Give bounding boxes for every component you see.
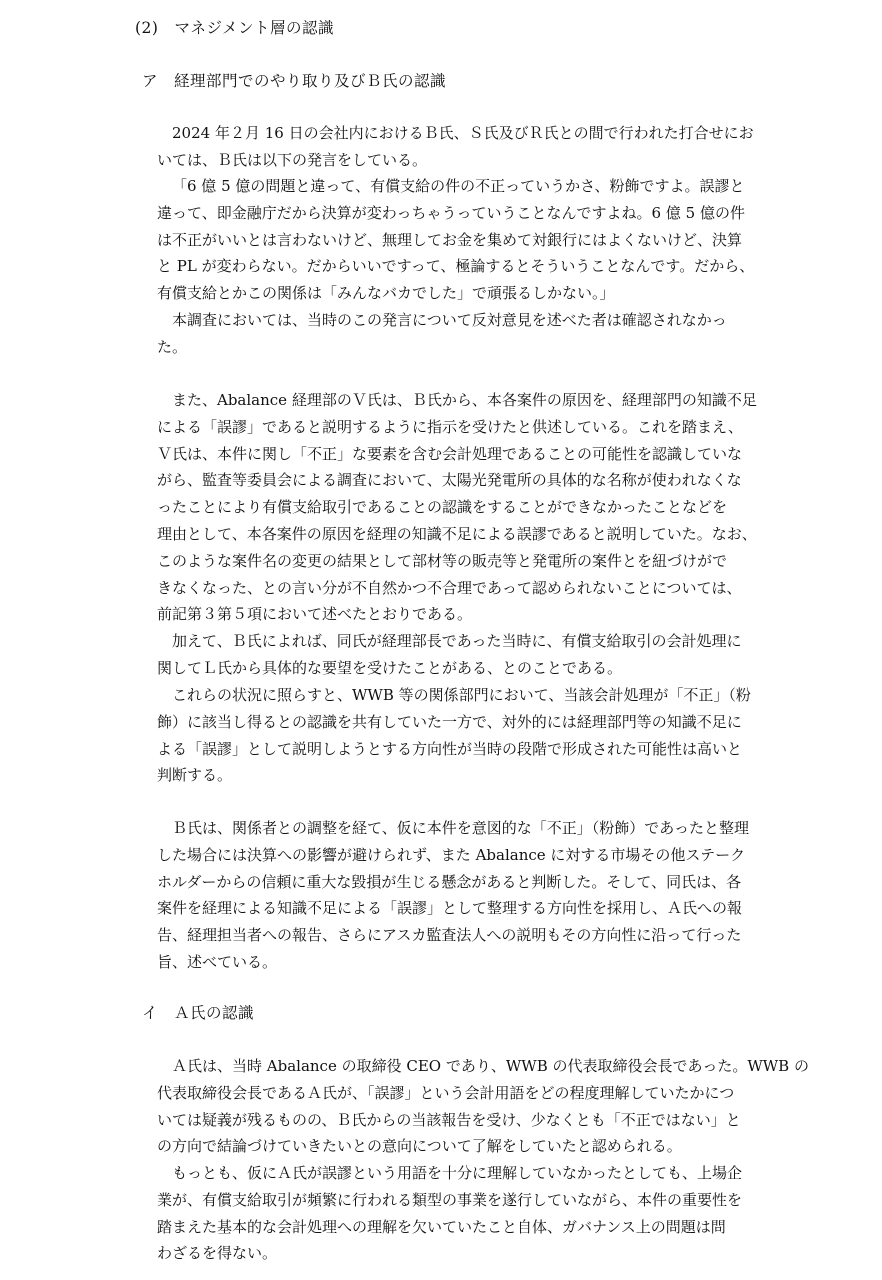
subsection-b-heading: イ Ａ氏の認識 [142, 1004, 255, 1022]
text-line: 判断する。 [157, 766, 233, 785]
subsection-a-heading: ア 経理部門でのやり取り及びＢ氏の認識 [142, 72, 447, 90]
text-line: 理由として、本各案件の原因を経理の知識不足による誤謬であると説明していた。なお、 [157, 524, 757, 543]
text-line: 案件を経理による知識不足による「誤謬」として整理する方向性を採用し、Ａ氏への報 [157, 899, 743, 918]
text-line: 踏まえた基本的な会計処理への理解を欠いていたこと自体、ガバナンス上の問題は問 [157, 1217, 726, 1236]
text-line: 2024 年２月 16 日の会社内におけるＢ氏、Ｓ氏及びＲ氏との間で行われた打合せにお [172, 124, 754, 142]
text-line: た。 [157, 337, 188, 356]
paragraph-a-role [157, 1053, 809, 1160]
text-line: きなくなった、との言い分が不自然かつ不合理であって認められないことについては、 [157, 578, 742, 597]
paragraph-b-decision [157, 815, 757, 976]
text-line: ホルダーからの信頼に重大な毀損が生じる懸念があると判断した。そして、同氏は、各 [157, 872, 742, 891]
text-line: 告、経理担当者への報告、さらにアスカ監査法人への説明もその方向性に沿って行った [157, 926, 742, 945]
text-line: ったことにより有償支給取引であることの認識をすることができなかったことなどを [157, 498, 728, 517]
text-line: 前記第３第５項において述べたとおりである。 [157, 605, 473, 624]
text-line: による「誤謬」であると説明するように指示を受けたと供述している。これを踏まえ、 [157, 417, 743, 436]
text-line: した場合には決算への影響が避けられず、また Abalance に対する市場その他ステーク [157, 845, 746, 864]
text-line: もっとも、仮にＡ氏が誤謬という用語を十分に理解していなかったとしても、上場企 [172, 1164, 743, 1182]
paragraph-l-request [157, 628, 757, 682]
text-line: 有償支給とかこの関係は「みんなバカでした」で頑張るしかない。」 [157, 284, 615, 303]
text-line: わざるを得ない。 [157, 1244, 278, 1263]
text-line: Ｖ氏は、本件に関し「不正」な要素を含む会計処理であることの可能性を認識していな [157, 444, 743, 463]
paragraph-no-objection [157, 307, 757, 361]
paragraph-governance [157, 1160, 757, 1267]
text-line: いては疑義が残るものの、Ｂ氏からの当該報告を受け、少なくとも「不正ではない」と [157, 1110, 741, 1129]
text-line: 関してＬ氏から具体的な要望を受けたことがある、とのことである。 [157, 658, 623, 677]
text-line: 本調査においては、当時のこの発言について反対意見を述べた者は確認されなかっ [172, 311, 727, 329]
text-line: 業が、有償支給取引が頻繁に行われる類型の事業を遂行していながら、本件の重要性を [157, 1190, 743, 1209]
text-line: このような案件名の変更の結果として部材等の販売等と発電所の案件とを紐づけがで [157, 551, 728, 570]
quote-b-statement [157, 173, 757, 307]
section-heading: (2) マネジメント層の認識 [135, 19, 334, 37]
text-line: いては、Ｂ氏は以下の発言をしている。 [157, 150, 428, 169]
text-line: Ｂ氏は、関係者との調整を経て、仮に本件を意図的な「不正」（粉飾）であったと整理 [172, 819, 750, 837]
text-line: よる「誤謬」として説明しようとする方向性が当時の段階で形成された可能性は高いと [157, 739, 743, 758]
text-line: の方向で結論づけていきたいとの意向について了解をしていたと認められる。 [157, 1137, 682, 1156]
text-line: また、Abalance 経理部のＶ氏は、Ｂ氏から、本各案件の原因を、経理部門の知識不足 [172, 391, 757, 409]
text-line: これらの状況に照らすと、WWB 等の関係部門において、当該会計処理が「不正」（粉 [172, 686, 751, 704]
text-line: がら、監査等委員会による調査において、太陽光発電所の具体的な名称が使われなくな [157, 471, 742, 490]
text-line: 加えて、Ｂ氏によれば、同氏が経理部長であった当時に、有償支給取引の会計処理に [172, 632, 742, 650]
text-line: 旨、述べている。 [157, 952, 278, 971]
text-line: と PL が変わらない。だからいいですって、極論するとそういうことなんです。だから、 [157, 257, 755, 276]
text-line: 代表取締役会長であるＡ氏が、「誤謬」という会計用語をどの程度理解していたかにつ [157, 1083, 735, 1102]
text-line: Ａ氏は、当時 Abalance の取締役 CEO であり、WWB の代表取締役会長であった。WWB の [172, 1057, 809, 1075]
paragraph-assessment [157, 682, 757, 789]
paragraph-meeting-intro [157, 120, 757, 174]
text-line: は不正がいいとは言わないけど、無理してお金を集めて対銀行にはよくないけど、決算 [157, 230, 743, 249]
text-line: 飾）に該当し得るとの認識を共有していた一方で、対外的には経理部門等の知識不足に [157, 712, 742, 731]
paragraph-v-statement [157, 387, 757, 628]
text-line: 違って、即金融庁だから決算が変わっちゃうっていうことなんですよね。6 億 5 億の件 [157, 203, 745, 222]
text-line: 「6 億 5 億の問題と違って、有償支給の件の不正っていうかさ、粉飾ですよ。誤謬と [172, 177, 745, 195]
